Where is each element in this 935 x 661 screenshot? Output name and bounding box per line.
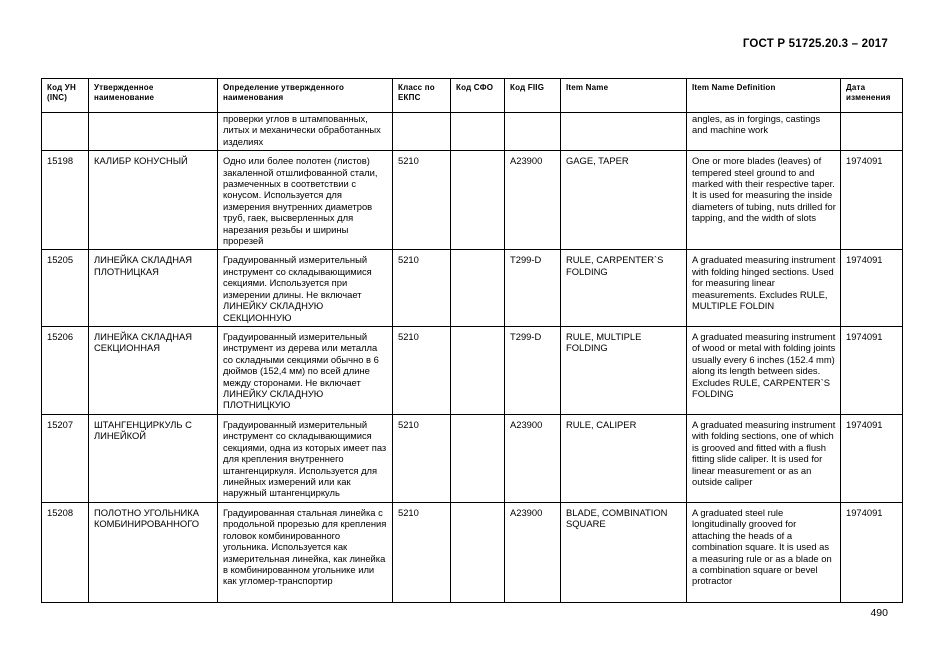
cell-item-definition: angles, as in forgings, castings and machine work bbox=[687, 113, 841, 151]
cell-class: 5210 bbox=[393, 151, 451, 250]
table-row bbox=[42, 502, 903, 602]
cell-date bbox=[841, 113, 903, 151]
cell-name: ПОЛОТНО УГОЛЬНИКА КОМБИНИРОВАННОГО bbox=[89, 502, 218, 602]
col-header-item-name: Item Name bbox=[561, 79, 687, 113]
cell-inc: 15198 bbox=[42, 151, 89, 250]
table-row bbox=[42, 113, 903, 151]
cell-sfo bbox=[451, 151, 505, 250]
cell-fiig: A23900 bbox=[505, 414, 561, 502]
col-header-date: Дата изменения bbox=[841, 79, 903, 113]
col-header-item-definition: Item Name Definition bbox=[687, 79, 841, 113]
cell-item-definition: A graduated steel rule longitudinally grooved for attaching the heads of a combination square. It is used as a measuring rule or as a blade on a combination square or bevel protractor bbox=[687, 502, 841, 602]
table-row bbox=[42, 250, 903, 326]
col-header-approved-name: Утвержденное наименование bbox=[89, 79, 218, 113]
cell-definition: Одно или более полотен (листов) закаленной отшлифованной стали, размеченных в соответствии с конусом. Используется для измерения внутренних диаметров труб, гаек, высверленных для нарезания резьбы и ширины прорезей bbox=[218, 151, 393, 250]
cell-item-name bbox=[561, 113, 687, 151]
cell-date: 1974091 bbox=[841, 502, 903, 602]
table-row bbox=[42, 326, 903, 414]
cell-fiig: T299-D bbox=[505, 326, 561, 414]
cell-definition: Градуированный измерительный инструмент со складывающимися секциями. Используется при измерении длины. Не включает ЛИНЕЙКУ СКЛАДНУЮ СЕКЦИОННУЮ bbox=[218, 250, 393, 326]
cell-inc: 15206 bbox=[42, 326, 89, 414]
col-header-inc: Код УН (INC) bbox=[42, 79, 89, 113]
cell-item-name: RULE, CARPENTER`S FOLDING bbox=[561, 250, 687, 326]
cell-sfo bbox=[451, 502, 505, 602]
cell-fiig bbox=[505, 113, 561, 151]
cell-class: 5210 bbox=[393, 250, 451, 326]
cell-definition: Градуированный измерительный инструмент из дерева или металла со складными секциями обычно в 6 дюймов (152,4 мм) по всей длине между сторонами. Не включает ЛИНЕЙКУ СКЛАДНУЮ ПЛОТНИЦКУЮ bbox=[218, 326, 393, 414]
cell-date: 1974091 bbox=[841, 250, 903, 326]
document-header: ГОСТ Р 51725.20.3 – 2017 bbox=[742, 38, 888, 50]
cell-sfo bbox=[451, 113, 505, 151]
cell-name: КАЛИБР КОНУСНЫЙ bbox=[89, 151, 218, 250]
cell-item-definition: A graduated measuring instrument with folding sections, one of which is grooved and fitted with a flush fitting slide caliper. It is used for linear measurement or as an outside caliper bbox=[687, 414, 841, 502]
cell-sfo bbox=[451, 414, 505, 502]
cell-inc bbox=[42, 113, 89, 151]
col-header-fiig: Код FIIG bbox=[505, 79, 561, 113]
cell-date: 1974091 bbox=[841, 326, 903, 414]
col-header-definition: Определение утвержденного наименования bbox=[218, 79, 393, 113]
cell-item-name: GAGE, TAPER bbox=[561, 151, 687, 250]
table-header-row bbox=[42, 79, 903, 113]
table-row bbox=[42, 414, 903, 502]
cell-name: ЛИНЕЙКА СКЛАДНАЯ СЕКЦИОННАЯ bbox=[89, 326, 218, 414]
cell-sfo bbox=[451, 326, 505, 414]
cell-definition: проверки углов в штампованных, литых и механически обработанных изделиях bbox=[218, 113, 393, 151]
cell-item-definition: A graduated measuring instrument of wood or metal with folding joints usually every 6 inches (152.4 mm) along its length between sides. Excludes RULE, CARPENTER`S FOLDING bbox=[687, 326, 841, 414]
cell-definition: Градуированная стальная линейка с продольной прорезью для крепления головок комбинированного угольника. Используется как измерительная линейка, как линейка в комбинированном угольнике или как угломер-транспортир bbox=[218, 502, 393, 602]
cell-class: 5210 bbox=[393, 414, 451, 502]
cell-name: ЛИНЕЙКА СКЛАДНАЯ ПЛОТНИЦКАЯ bbox=[89, 250, 218, 326]
cell-fiig: A23900 bbox=[505, 151, 561, 250]
cell-item-definition: One or more blades (leaves) of tempered steel ground to and marked with their respective taper. It is used for measuring the inside diameters of tubing, nuts drilled for tapping, and the width of slots bbox=[687, 151, 841, 250]
cell-item-name: RULE, CALIPER bbox=[561, 414, 687, 502]
cell-date: 1974091 bbox=[841, 151, 903, 250]
page-number: 490 bbox=[870, 607, 888, 619]
cell-class: 5210 bbox=[393, 502, 451, 602]
cell-inc: 15207 bbox=[42, 414, 89, 502]
cell-item-name: BLADE, COMBINATION SQUARE bbox=[561, 502, 687, 602]
data-table bbox=[41, 78, 903, 603]
cell-class bbox=[393, 113, 451, 151]
cell-item-name: RULE, MULTIPLE FOLDING bbox=[561, 326, 687, 414]
cell-inc: 15208 bbox=[42, 502, 89, 602]
cell-name bbox=[89, 113, 218, 151]
cell-fiig: T299-D bbox=[505, 250, 561, 326]
cell-definition: Градуированный измерительный инструмент со складывающимися секциями, одна из которых имеет паз для крепления внутреннего штангенциркуля. Используется для линейных измерений или как наружный штангенциркуль bbox=[218, 414, 393, 502]
table-row bbox=[42, 151, 903, 250]
col-header-class: Класс по ЕКПС bbox=[393, 79, 451, 113]
cell-name: ШТАНГЕНЦИРКУЛЬ С ЛИНЕЙКОЙ bbox=[89, 414, 218, 502]
col-header-sfo: Код СФО bbox=[451, 79, 505, 113]
cell-date: 1974091 bbox=[841, 414, 903, 502]
cell-class: 5210 bbox=[393, 326, 451, 414]
cell-fiig: A23900 bbox=[505, 502, 561, 602]
cell-item-definition: A graduated measuring instrument with folding hinged sections. Used for measuring linear measurements. Excludes RULE, MULTIPLE FOLDIN bbox=[687, 250, 841, 326]
cell-inc: 15205 bbox=[42, 250, 89, 326]
cell-sfo bbox=[451, 250, 505, 326]
